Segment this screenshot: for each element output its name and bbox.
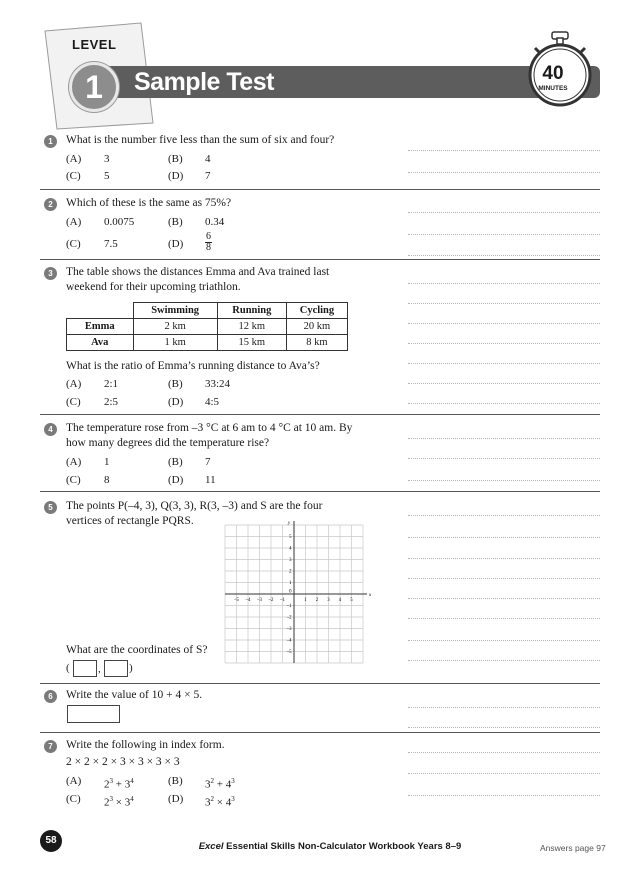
- question-divider: [40, 732, 600, 733]
- distance-table: [66, 302, 348, 351]
- option-value: 2:5: [104, 396, 119, 408]
- x-tick-label: –4: [245, 598, 251, 603]
- option-value: 0.34: [205, 216, 225, 228]
- y-tick-label: –3: [286, 627, 292, 633]
- x-tick-label: –5: [234, 598, 239, 603]
- bracket-close: ): [129, 662, 133, 674]
- table-header: Cycling: [286, 303, 347, 319]
- option-letter: (C): [66, 793, 81, 805]
- level-label: LEVEL: [72, 37, 117, 52]
- question-text: What are the coordinates of S?: [66, 644, 208, 656]
- question-text: What is the number five less than the sum of six and four?: [66, 134, 335, 146]
- option-letter: (C): [66, 474, 81, 486]
- page-title: Sample Test: [134, 68, 274, 96]
- answer-line[interactable]: [408, 618, 600, 619]
- answer-box-y[interactable]: [104, 660, 128, 677]
- x-tick-label: –3: [257, 598, 262, 603]
- exponent: 2: [210, 777, 214, 785]
- option-letter: (D): [168, 396, 184, 408]
- table-cell: 20 km: [286, 319, 347, 335]
- table-header: Swimming: [133, 303, 217, 319]
- option-value: 7: [205, 456, 211, 468]
- option-letter: (D): [168, 238, 184, 250]
- page-number: 58: [40, 830, 62, 852]
- question-number: 4: [44, 423, 57, 436]
- option-letter: (A): [66, 456, 82, 468]
- origin-label: 0: [289, 589, 292, 595]
- y-tick-label: –1: [286, 604, 292, 610]
- answer-line[interactable]: [408, 343, 600, 344]
- comma: ,: [98, 663, 101, 675]
- question-divider: [40, 414, 600, 415]
- table-header-row: [67, 303, 348, 319]
- answer-line[interactable]: [408, 795, 600, 796]
- answer-line[interactable]: [408, 515, 600, 516]
- operator: ×: [214, 796, 226, 809]
- option-letter: (D): [168, 474, 184, 486]
- option-value: 5: [104, 170, 110, 182]
- option-letter: (A): [66, 216, 82, 228]
- base: 3: [124, 796, 131, 809]
- question-text: vertices of rectangle PQRS.: [66, 515, 194, 527]
- fraction: [205, 232, 212, 253]
- option-letter: (B): [168, 216, 183, 228]
- option-letter: (D): [168, 170, 184, 182]
- option-letter: (B): [168, 456, 183, 468]
- operator: +: [113, 778, 125, 791]
- question-text: weekend for their upcoming triathlon.: [66, 281, 241, 293]
- option-value: 7.5: [104, 238, 118, 250]
- option-value: [205, 792, 235, 810]
- answer-line[interactable]: [408, 480, 600, 481]
- answer-line[interactable]: [408, 727, 600, 728]
- option-letter: (A): [66, 775, 82, 787]
- y-tick-label: 4: [289, 546, 292, 552]
- fraction-denominator: 8: [206, 242, 211, 253]
- base: 4: [225, 778, 232, 791]
- question-number: 5: [44, 501, 57, 514]
- option-value: [205, 774, 235, 792]
- table-cell: 15 km: [217, 335, 286, 351]
- table-cell: 8 km: [286, 335, 347, 351]
- option-letter: (B): [168, 775, 183, 787]
- x-tick-label: –1: [280, 598, 285, 603]
- table-cell: 12 km: [217, 319, 286, 335]
- option-letter: (C): [66, 170, 81, 182]
- question-number: 1: [44, 135, 57, 148]
- exponent: 3: [109, 777, 113, 785]
- base: 3: [205, 778, 211, 791]
- answer-line[interactable]: [408, 283, 600, 284]
- level-number: 1: [85, 69, 103, 105]
- answer-line[interactable]: [408, 403, 600, 404]
- question-number: 7: [44, 740, 57, 753]
- question-divider: [40, 259, 600, 260]
- base: 3: [124, 778, 131, 791]
- option-letter: (A): [66, 153, 82, 165]
- answer-line[interactable]: [408, 537, 600, 538]
- answers-reference: Answers page 97: [540, 843, 606, 853]
- question-text: What is the ratio of Emma’s running distance to Ava’s?: [66, 360, 320, 372]
- answer-line[interactable]: [408, 598, 600, 599]
- footer-brand: Excel: [198, 841, 224, 852]
- option-value: [104, 774, 134, 792]
- question-text: The table shows the distances Emma and Ava trained last: [66, 266, 330, 278]
- answer-line[interactable]: [408, 383, 600, 384]
- option-letter: (B): [168, 378, 183, 390]
- base: 4: [225, 796, 232, 809]
- question-number: 6: [44, 690, 57, 703]
- exponent: 3: [231, 777, 235, 785]
- y-tick-label: –5: [286, 650, 292, 656]
- x-tick-label: –2: [268, 598, 274, 603]
- question-text: The temperature rose from –3 °C at 6 am to 4 °C at 10 am. By: [66, 422, 353, 434]
- y-tick-label: 1: [289, 581, 292, 587]
- fraction-numerator: 6: [206, 231, 211, 242]
- option-value: 1: [104, 456, 110, 468]
- bracket-open: (: [66, 662, 70, 674]
- answer-line[interactable]: [408, 150, 600, 151]
- exponent: 4: [130, 777, 134, 785]
- option-value: 11: [205, 474, 216, 486]
- x-tick-label: 5: [350, 598, 353, 603]
- exponent: 2: [210, 795, 214, 803]
- table-cell: 1 km: [133, 335, 217, 351]
- y-tick-label: –4: [286, 638, 292, 644]
- option-letter: (C): [66, 238, 81, 250]
- option-value: 33:24: [205, 378, 231, 390]
- question-text: The points P(–4, 3), Q(3, 3), R(3, –3) and S are the four: [66, 500, 323, 512]
- exponent: 3: [231, 795, 235, 803]
- x-tick-label: 1: [304, 598, 307, 603]
- exponent: 4: [130, 795, 134, 803]
- operator: +: [214, 778, 226, 791]
- operator: ×: [113, 796, 125, 809]
- option-letter: (D): [168, 793, 184, 805]
- answer-line[interactable]: [408, 303, 600, 304]
- option-value: 2:1: [104, 378, 119, 390]
- question-divider: [40, 491, 600, 492]
- y-tick-label: –2: [286, 615, 292, 621]
- y-tick-label: 5: [289, 535, 292, 541]
- option-value: 0.0075: [104, 216, 135, 228]
- answer-line[interactable]: [408, 438, 600, 439]
- y-tick-label: 3: [289, 558, 292, 564]
- table-row: [67, 335, 348, 351]
- table-row-label: Emma: [67, 319, 134, 335]
- question-divider: [40, 683, 600, 684]
- footer-book-title: Essential Skills Non-Calculator Workbook Years 8–9: [226, 841, 462, 852]
- question-number: 2: [44, 198, 57, 211]
- x-tick-label: 2: [315, 598, 319, 603]
- x-tick-label: 4: [338, 598, 342, 603]
- expression: 2 × 2 × 2 × 3 × 3 × 3 × 3: [66, 756, 180, 768]
- base: 2: [104, 778, 110, 791]
- y-axis-label: y: [288, 521, 291, 526]
- timer-minutes-value: 40: [542, 63, 564, 84]
- option-value: 7: [205, 170, 211, 182]
- table-header: Running: [217, 303, 286, 319]
- table-corner: [67, 303, 134, 319]
- answer-line[interactable]: [408, 707, 600, 708]
- exponent: 3: [109, 795, 113, 803]
- option-letter: (A): [66, 378, 82, 390]
- y-tick-label: 2: [289, 569, 292, 575]
- table-cell: 2 km: [133, 319, 217, 335]
- answer-line[interactable]: [408, 640, 600, 641]
- answer-line[interactable]: [408, 458, 600, 459]
- table-row-label: Ava: [67, 335, 134, 351]
- answer-line[interactable]: [408, 323, 600, 324]
- answer-line[interactable]: [408, 660, 600, 661]
- answer-line[interactable]: [408, 578, 600, 579]
- question-divider: [40, 189, 600, 190]
- option-letter: (B): [168, 153, 183, 165]
- answer-box-x[interactable]: [73, 660, 97, 677]
- answer-box[interactable]: [67, 705, 120, 723]
- option-value: 4:5: [205, 396, 220, 408]
- option-value: 8: [104, 474, 110, 486]
- question-text: how many degrees did the temperature rise?: [66, 437, 270, 449]
- timer-minutes-label: MINUTES: [538, 85, 568, 92]
- base: 2: [104, 796, 110, 809]
- answer-line[interactable]: [408, 172, 600, 173]
- answer-line[interactable]: [408, 212, 600, 213]
- option-value: 3: [104, 153, 110, 165]
- answer-line[interactable]: [408, 234, 600, 235]
- option-value: 4: [205, 153, 211, 165]
- question-text: Write the value of 10 + 4 × 5.: [66, 689, 203, 701]
- question-number: 3: [44, 267, 57, 280]
- x-tick-label: 3: [327, 598, 330, 603]
- answer-line[interactable]: [408, 363, 600, 364]
- table-row: [67, 319, 348, 335]
- answer-line[interactable]: [408, 773, 600, 774]
- base: 3: [205, 796, 211, 809]
- answer-line[interactable]: [408, 255, 600, 256]
- x-axis-label: x: [369, 593, 372, 598]
- question-text: Write the following in index form.: [66, 739, 225, 751]
- answer-line[interactable]: [408, 558, 600, 559]
- footer-title: [130, 841, 530, 852]
- answer-line[interactable]: [408, 752, 600, 753]
- option-letter: (C): [66, 396, 81, 408]
- question-text: Which of these is the same as 75%?: [66, 197, 232, 209]
- option-value: [104, 792, 134, 810]
